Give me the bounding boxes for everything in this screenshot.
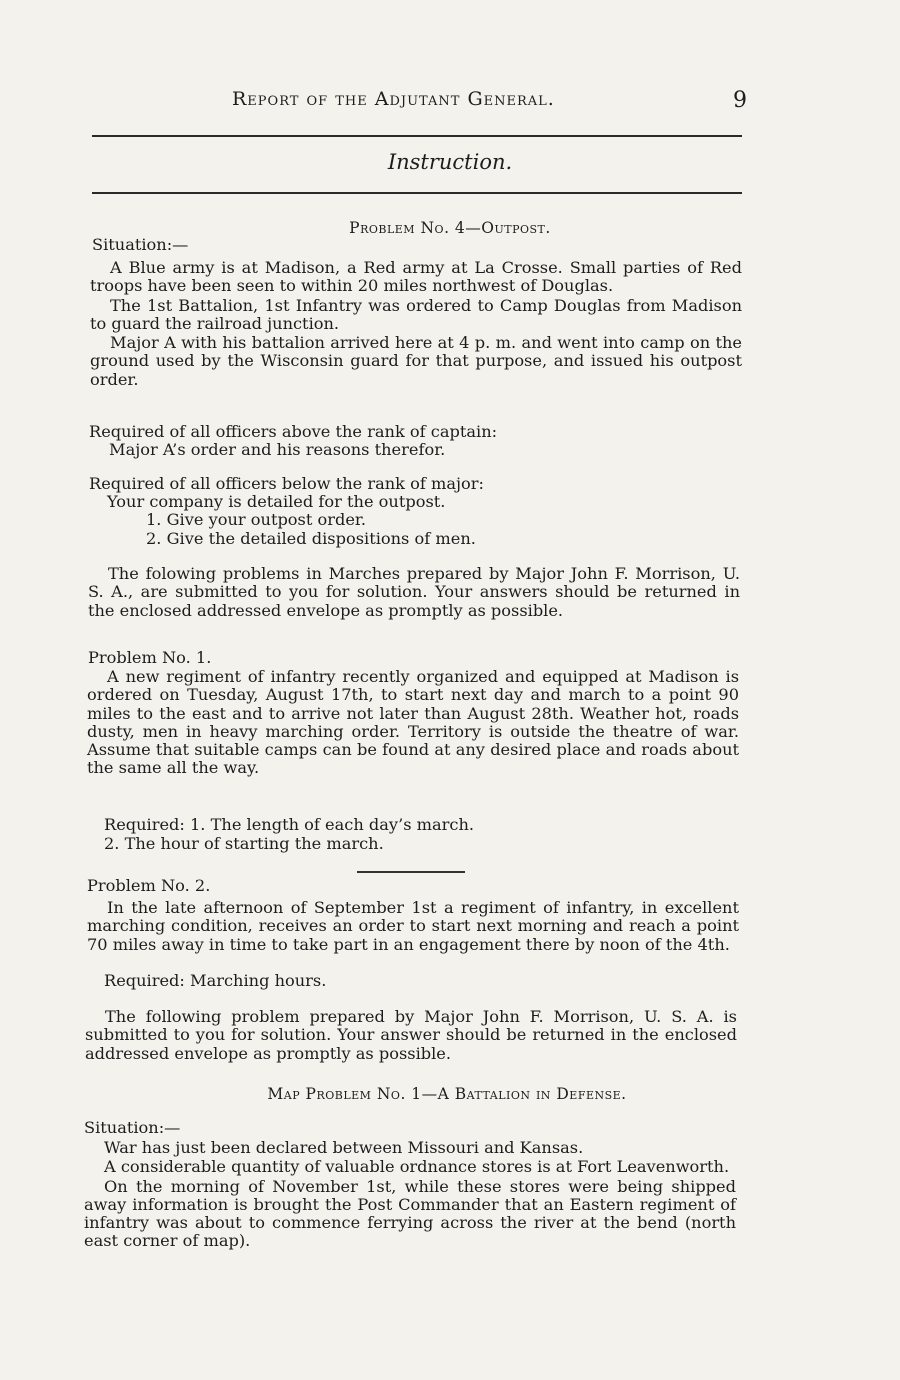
map-situation-text bbox=[84, 1139, 736, 1251]
section-rule bbox=[92, 192, 742, 194]
paragraph: A Blue army is at Madison, a Red army at La Crosse. Small parties of Red troops have been seen to within 20 miles northwest of Douglas. bbox=[90, 258, 742, 296]
paragraph: Major A with his battalion arrived here at 4 p. m. and went into camp on the ground used by the Wisconsin guard for that purpose, and issued his outpost order. bbox=[90, 333, 742, 389]
map-situation-label: Situation:— bbox=[84, 1118, 181, 1137]
paragraph: On the morning of November 1st, while these stores were being shipped away information is brought the Post Commander that an Eastern regiment of infantry was about to commence ferrying across the river at the bend (north east corner of map). bbox=[84, 1176, 736, 1251]
req-above-item: Major A’s order and his reasons therefor. bbox=[109, 440, 446, 459]
req-below-intro: Your company is detailed for the outpost. bbox=[107, 492, 446, 511]
top-rule bbox=[92, 135, 742, 137]
req-above-label: Required of all officers above the rank of captain: bbox=[89, 422, 498, 441]
problem2-label: Problem No. 2. bbox=[87, 876, 211, 895]
problem1-text: A new regiment of infantry recently organized and equipped at Madison is ordered on Tuesday, August 17th, to start next day and march to a point 90 miles to the east and to arrive not later than August 28th. Weather hot, roads dusty, men in heavy marching order. Territory is outside the theatre of war. Assume that suitable camps can be found at any desired place and roads about the same all the way. bbox=[87, 667, 739, 778]
problem1-required-1: Required: 1. The length of each day’s march. bbox=[104, 815, 475, 834]
marches-intro: The folowing problems in Marches prepared by Major John F. Morrison, U. S. A., are submitted to you for solution. Your answers should be returned in the enclosed addressed envelope as promptly as possible. bbox=[88, 564, 740, 620]
outpost-situation-label: Situation:— bbox=[92, 235, 189, 254]
paragraph: A considerable quantity of valuable ordnance stores is at Fort Leavenworth. bbox=[104, 1157, 730, 1177]
problem2-text: In the late afternoon of September 1st a regiment of infantry, in excellent marching condition, receives an order to start next morning and reach a point 70 miles away in time to take part in an engagement there by noon of the 4th. bbox=[87, 898, 739, 954]
problem1-required-2: 2. The hour of starting the march. bbox=[104, 834, 384, 853]
divider bbox=[357, 871, 465, 873]
outpost-situation-text bbox=[90, 259, 742, 389]
page-number: 9 bbox=[733, 88, 747, 113]
map-problem-heading: Map Problem No. 1—A Battalion in Defense. bbox=[267, 1085, 627, 1103]
paragraph: War has just been declared between Missouri and Kansas. bbox=[104, 1138, 584, 1157]
req-below-item-1: 1. Give your outpost order. bbox=[146, 510, 367, 529]
req-below-item-2: 2. Give the detailed dispositions of men. bbox=[146, 529, 476, 548]
req-below-label: Required of all officers below the rank of major: bbox=[89, 474, 484, 493]
running-head: Report of the Adjutant General. bbox=[232, 88, 555, 110]
problem1-label: Problem No. 1. bbox=[88, 648, 212, 667]
map-intro: The following problem prepared by Major John F. Morrison, U. S. A. is submitted to you for solution. Your answer should be returned in the enclosed addressed envelope as promptly as possible. bbox=[85, 1007, 737, 1063]
problem2-required: Required: Marching hours. bbox=[104, 971, 327, 990]
section-title: Instruction. bbox=[387, 150, 513, 174]
outpost-heading: Problem No. 4—Outpost. bbox=[349, 219, 551, 237]
paragraph: The 1st Battalion, 1st Infantry was ordered to Camp Douglas from Madison to guard the railroad junction. bbox=[90, 295, 742, 333]
